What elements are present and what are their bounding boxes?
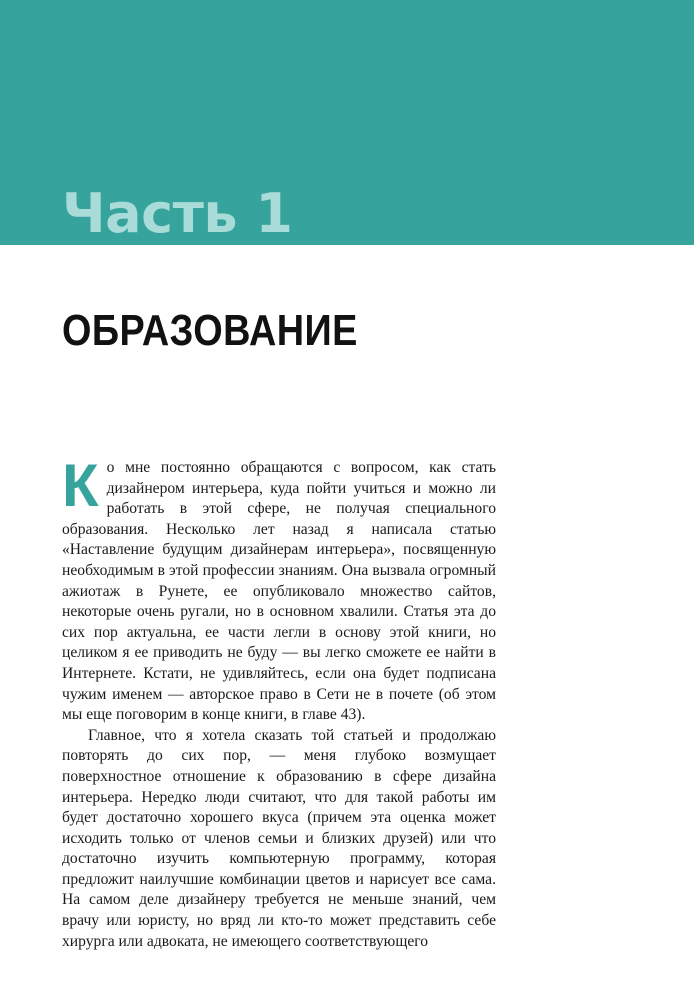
chapter-title: ОБРАЗОВАНИЕ bbox=[62, 306, 358, 355]
paragraph-1 bbox=[62, 452, 496, 726]
paragraph-1-text: о мне постоянно обращаются с вопросом, как стать дизайнером интерьера, куда пойти учиться и можно ли работать в этой сфере, не получая специального образования. Несколько лет назад я написала статью «Наставление будущим дизайнерам интерьера», посвященную необходимым в этой профессии знаниям. Она вызвала огромный ажиотаж в Рунете, ее опубликовало множество сайтов, некоторые очень ругали, но в основном хвалили. Статья эта до сих пор актуальна, ее части легли в основу этой книги, но целиком я ее приводить не буду — вы легко сможете ее найти в Интернете. Кстати, не удивляйтесь, если она будет подписана чужим именем — авторское право в Сети не в почете (об этом мы еще поговорим в конце книги, в главе 43). bbox=[62, 459, 496, 724]
part-label: Часть 1 bbox=[62, 182, 293, 245]
drop-cap: К bbox=[62, 452, 99, 519]
body-text bbox=[62, 452, 496, 952]
part-banner bbox=[0, 0, 694, 245]
paragraph-2: Главное, что я хотела сказать той статьей и продолжаю повторять до сих пор, — меня глубоко возмущает поверхностное отношение к образованию в сфере дизайна интерьера. Нередко люди считают, что для такой работы им будет достаточно хорошего вкуса (причем эта оценка может исходить только от членов семьи и близких друзей) или что достаточно изучить компьютерную программу, которая предложит наилучшие комбинации цветов и нарисует все сама. На самом деле дизайнеру требуется не меньше знаний, чем врачу или юристу, но вряд ли кто-то может представить себе хирурга или адвоката, не имеющего соответствующего bbox=[62, 726, 496, 950]
